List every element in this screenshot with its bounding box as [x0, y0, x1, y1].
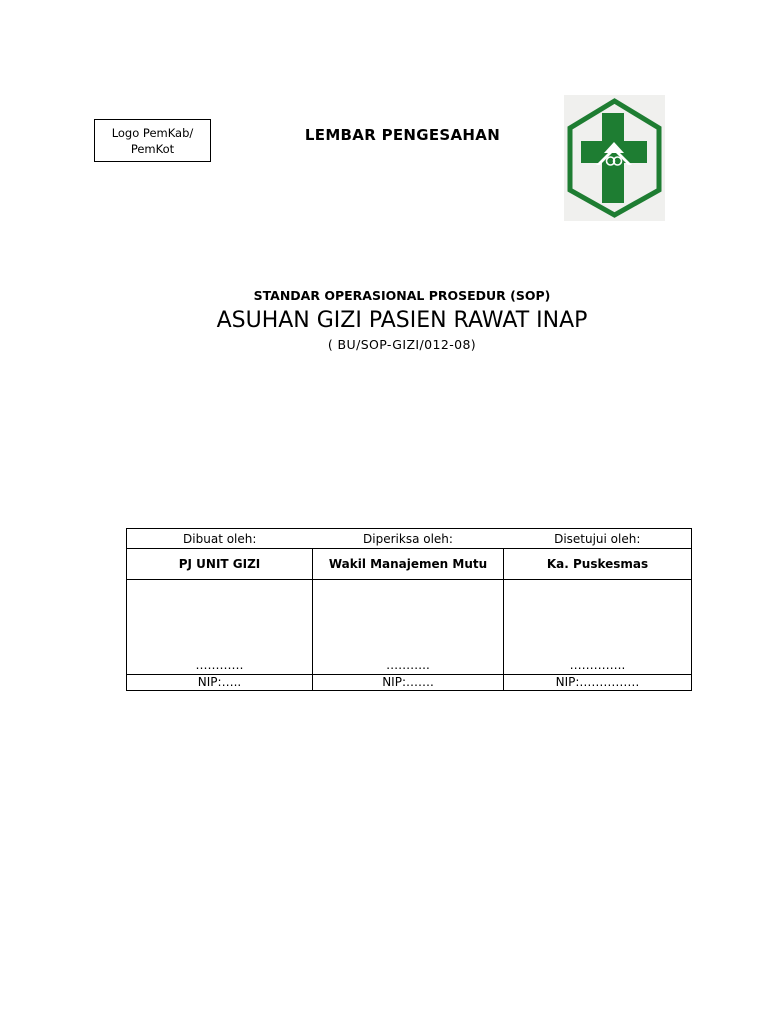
signature-checked-by: ……….. — [313, 580, 504, 675]
nip-created-by: NIP:….. — [127, 675, 313, 691]
approval-role-row — [127, 549, 692, 580]
approval-table — [126, 528, 692, 691]
header-created-by: Dibuat oleh: — [127, 529, 313, 549]
header-checked-by: Diperiksa oleh: — [313, 529, 504, 549]
document-code: ( BU/SOP-GIZI/012-08) — [327, 337, 477, 352]
logo-placeholder-line-2: PemKot — [130, 141, 175, 156]
logo-placeholder-line-1: Logo PemKab/ — [111, 125, 194, 140]
nip-checked-by: NIP:……. — [313, 675, 504, 691]
nip-approved-by: NIP:…………… — [504, 675, 692, 691]
role-created-by: PJ UNIT GIZI — [127, 549, 313, 580]
document-title: ASUHAN GIZI PASIEN RAWAT INAP — [216, 308, 588, 333]
approval-header-row — [127, 529, 692, 549]
approval-nip-row — [127, 675, 692, 691]
puskesmas-emblem-icon — [564, 95, 665, 221]
logo-placeholder-box — [94, 119, 211, 162]
header-approved-by: Disetujui oleh: — [504, 529, 692, 549]
role-checked-by: Wakil Manajemen Mutu — [313, 549, 504, 580]
approval-signature-row — [127, 580, 692, 675]
sheet-title: LEMBAR PENGESAHAN — [304, 126, 501, 144]
signature-approved-by: ………….. — [504, 580, 692, 675]
signature-created-by: ………… — [127, 580, 313, 675]
sop-label: STANDAR OPERASIONAL PROSEDUR (SOP) — [253, 288, 551, 303]
role-approved-by: Ka. Puskesmas — [504, 549, 692, 580]
